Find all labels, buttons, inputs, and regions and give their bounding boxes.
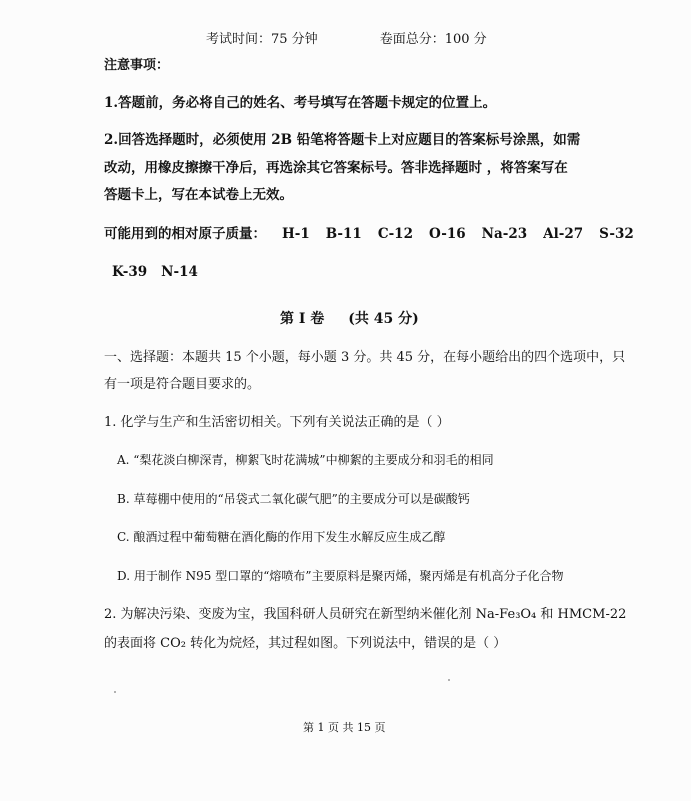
atomic-mass-item: C-12	[377, 226, 413, 242]
notice-title: 注意事项：	[104, 58, 170, 73]
exam-time: 考试时间：75 分钟	[206, 32, 318, 47]
question-1-option-b: B. 草莓棚中使用的“吊袋式二氧化碳气肥”的主要成分可以是碳酸钙	[117, 492, 470, 506]
section-heading	[280, 308, 419, 328]
exam-header	[206, 28, 487, 47]
atomic-mass-item: H-1	[282, 226, 310, 242]
atomic-mass-item: S-32	[599, 226, 634, 242]
atomic-mass-line-2	[112, 264, 212, 280]
atomic-mass-item: N-14	[161, 264, 198, 280]
atomic-mass-line	[104, 222, 634, 242]
atomic-mass-item: O-16	[428, 226, 466, 242]
atomic-mass-item: K-39	[112, 264, 148, 280]
page-footer: 第 1 页 共 15 页	[303, 721, 386, 734]
scan-speck	[114, 691, 116, 693]
scan-speck	[448, 679, 450, 681]
question-1-option-d: D. 用于制作 N95 型口罩的“熔喷布”主要原料是聚丙烯，聚丙烯是有机高分子化合物	[117, 569, 564, 583]
question-1-option-a: A. “梨花淡白柳深青，柳絮飞时花满城”中柳絮的主要成分和羽毛的相同	[117, 453, 494, 467]
question-intro-line-1: 一、选择题：本题共 15 个小题，每小题 3 分。共 45 分，在每小题给出的四个选项中，只	[104, 350, 626, 365]
notice-item-2-line-3: 答题卡上，写在本试卷上无效。	[104, 187, 293, 203]
notice-item-2-line-2: 改动，用橡皮擦擦干净后，再选涂其它答案标号。答非选择题时 ，将答案写在	[104, 160, 568, 176]
atomic-mass-item: Na-23	[481, 226, 528, 242]
question-2-line-2: 的表面将 CO₂ 转化为烷烃，其过程如图。下列说法中，错误的是（ ）	[104, 636, 507, 651]
atomic-mass-item: B-11	[325, 226, 362, 242]
notice-item-1: 1.答题前，务必将自己的姓名、考号填写在答题卡规定的位置上。	[104, 95, 497, 111]
question-1-stem: 1. 化学与生产和生活密切相关。下列有关说法正确的是（ ）	[104, 415, 450, 430]
notice-item-2-line-1: 2.回答选择题时，必须使用 2B 铅笔将答题卡上对应题目的答案标号涂黑，如需	[104, 132, 581, 148]
section-subtitle: (共 45 分)	[348, 311, 419, 327]
atomic-mass-label: 可能用到的相对原子质量：	[104, 226, 266, 242]
question-2-line-1: 2. 为解决污染、变废为宝，我国科研人员研究在新型纳米催化剂 Na-Fe₃O₄ 和 HMCM-22	[104, 607, 627, 622]
section-title: 第 I 卷	[280, 311, 325, 327]
question-intro-line-2: 有一项是符合题目要求的。	[104, 377, 261, 392]
question-1-option-c: C. 酿酒过程中葡萄糖在酒化酶的作用下发生水解反应生成乙醇	[117, 530, 446, 544]
exam-total-score: 卷面总分：100 分	[379, 32, 487, 47]
atomic-mass-item: Al-27	[543, 226, 584, 242]
